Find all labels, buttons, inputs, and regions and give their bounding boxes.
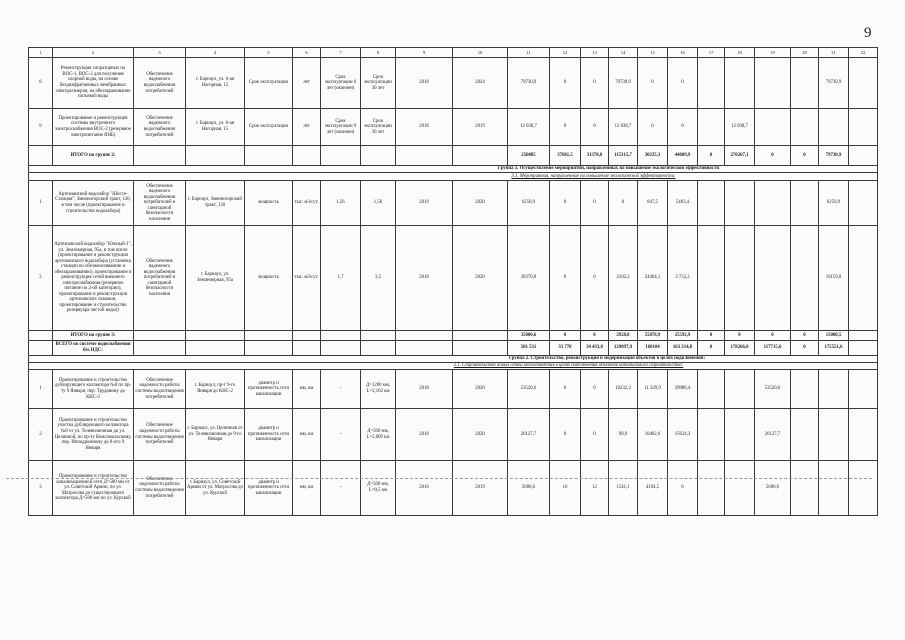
cost-col-13: 0 bbox=[581, 58, 609, 109]
column-number: 3 bbox=[134, 48, 186, 58]
cost-col-15: 0 bbox=[638, 109, 668, 146]
column-number: 15 bbox=[638, 48, 668, 58]
value-before: - bbox=[321, 370, 361, 409]
cost-col-13: 12 bbox=[581, 461, 609, 516]
start-year: 2018 bbox=[396, 109, 453, 146]
cost-col-16: 0 bbox=[668, 58, 698, 109]
cell-empty bbox=[725, 370, 755, 409]
end-year: 2020 bbox=[453, 226, 508, 331]
cost-col-19: 0 bbox=[755, 146, 791, 166]
project-name: Реконструкция хлораторных на ВОС-1, ВОС-2 для получения хлорной воды, на основе бездиафрагменных мембранных электролизеров, на обеззараживание питьевой воды bbox=[53, 58, 134, 109]
indicator-name: диаметр и протяженность сети канализации bbox=[245, 409, 293, 461]
cell-empty bbox=[698, 58, 725, 109]
cost-col-15: 0 bbox=[638, 58, 668, 109]
cost-col-14: 115315,7 bbox=[609, 146, 638, 166]
cell-empty bbox=[134, 146, 186, 166]
indicator-unit: мм, км bbox=[293, 370, 321, 409]
cost-col-20: 0 bbox=[791, 146, 819, 166]
total-label: ИТОГО по группе 2: bbox=[53, 146, 134, 166]
column-number: 17 bbox=[698, 48, 725, 58]
column-number: 11 bbox=[508, 48, 550, 58]
cell-empty bbox=[396, 341, 453, 356]
cell-empty bbox=[849, 109, 878, 146]
column-number: 18 bbox=[725, 48, 755, 58]
column-number: 22 bbox=[849, 48, 878, 58]
table-row bbox=[29, 226, 878, 331]
value-after: Д=1200 мм, L=2,162 км bbox=[361, 370, 396, 409]
value-before: Срок эксплуатации 6 лет (окончен) bbox=[321, 58, 361, 109]
cell-empty bbox=[819, 461, 849, 516]
cell-empty bbox=[791, 109, 819, 146]
cost-col-16: 0 bbox=[668, 109, 698, 146]
indicator-name: диаметр и протяженность сети канализации bbox=[245, 370, 293, 409]
column-number: 6 bbox=[293, 48, 321, 58]
column-number: 7 bbox=[321, 48, 361, 58]
cost-col-12: 0 bbox=[550, 109, 581, 146]
project-name: Проектирование и строительство участка дублирующего коллектора №8 от ул. Телевизионная до ул. Целинной, по пр-ту Комсомольскому, пер. Ипподромному до 8-ого 9 Января bbox=[53, 409, 134, 461]
cell-empty bbox=[245, 146, 293, 166]
indicator-name: мощность bbox=[245, 181, 293, 226]
cost-col-12: 0 bbox=[550, 370, 581, 409]
cell-empty bbox=[29, 146, 53, 166]
cost-col-12: 33 778 bbox=[550, 341, 581, 356]
cell-empty bbox=[819, 409, 849, 461]
project-address: г. Барнаул, ул. 6-ая Нагорная, 15 bbox=[186, 109, 245, 146]
start-year: 2018 bbox=[396, 409, 453, 461]
indicator-unit: лет bbox=[293, 109, 321, 146]
value-before: 1,7 bbox=[321, 226, 361, 331]
cost-col-19: 0 bbox=[755, 331, 791, 341]
indicator-unit: лет bbox=[293, 58, 321, 109]
cell-empty bbox=[819, 370, 849, 409]
total-label: ИТОГО по группе 3: bbox=[53, 331, 134, 341]
cell-empty bbox=[29, 341, 53, 356]
scan-artifact-line bbox=[6, 478, 872, 479]
table-row bbox=[29, 58, 878, 109]
cost-col-20: 0 bbox=[791, 331, 819, 341]
cost-col-14: 90,9 bbox=[609, 409, 638, 461]
cell-empty bbox=[755, 226, 791, 331]
indicator-name: Срок эксплуатации bbox=[245, 58, 293, 109]
column-number: 19 bbox=[755, 48, 791, 58]
cell-empty bbox=[698, 109, 725, 146]
cost-col-18: 0 bbox=[725, 331, 755, 341]
project-name: Проектирование и реконструкция системы внутреннего электроснабжения ВОС-2 (резервное электропитание ВНБ) bbox=[53, 109, 134, 146]
project-purpose: Обеспечение надежного водоснабжения потребителей bbox=[134, 58, 186, 109]
cell-empty bbox=[293, 146, 321, 166]
cost-col-18: 270267,1 bbox=[725, 146, 755, 166]
value-before: 1,56 bbox=[321, 181, 361, 226]
subgroup-3-1-title: 3.1. Мероприятия, направленные на повышение экологической эффективности: bbox=[29, 173, 878, 181]
cost-col-15: 160104 bbox=[638, 341, 668, 356]
cell-empty bbox=[849, 409, 878, 461]
indicator-name: диаметр и протяженность сети канализации bbox=[245, 461, 293, 516]
cell-empty bbox=[321, 341, 361, 356]
cost-col-21: 79730,9 bbox=[819, 146, 849, 166]
cell-empty bbox=[321, 146, 361, 166]
row-number: 2 bbox=[29, 226, 53, 331]
cost-col-19: 5686,6 bbox=[755, 461, 791, 516]
cell-empty bbox=[134, 341, 186, 356]
cost-col-12: 0 bbox=[550, 58, 581, 109]
cell-empty bbox=[849, 146, 878, 166]
total-cost: 35000,6 bbox=[508, 331, 550, 341]
project-address: г. Барнаул, пр-т 9-го Января до КНС-2 bbox=[186, 370, 245, 409]
row-number: 1 bbox=[29, 370, 53, 409]
cost-col-16: 39986,4 bbox=[668, 370, 698, 409]
project-address: г. Барнаул, ул. Землемерная, 95а bbox=[186, 226, 245, 331]
column-number: 16 bbox=[668, 48, 698, 58]
cost-col-14: 2102,2 bbox=[609, 226, 638, 331]
cell-empty bbox=[791, 409, 819, 461]
cost-col-15: 11 329,9 bbox=[638, 370, 668, 409]
column-number: 4 bbox=[186, 48, 245, 58]
cell-empty bbox=[245, 341, 293, 356]
total-cost: 5686,6 bbox=[508, 461, 550, 516]
total-cost: 26127,7 bbox=[508, 409, 550, 461]
group-total-row bbox=[29, 146, 878, 166]
cost-col-15: 30235,3 bbox=[638, 146, 668, 166]
cell-empty bbox=[849, 331, 878, 341]
cost-col-13: 31378,8 bbox=[581, 146, 609, 166]
cost-col-17: 0 bbox=[698, 341, 725, 356]
value-before: - bbox=[321, 461, 361, 516]
indicator-name: мощность bbox=[245, 226, 293, 331]
column-number: 14 bbox=[609, 48, 638, 58]
cell-empty bbox=[321, 331, 361, 341]
start-year: 2019 bbox=[396, 181, 453, 226]
cost-col-12: 0 bbox=[550, 331, 581, 341]
cell-empty bbox=[361, 331, 396, 341]
cell-empty bbox=[791, 181, 819, 226]
cost-col-13: 0 bbox=[581, 226, 609, 331]
row-number: 3 bbox=[29, 461, 53, 516]
cost-col-19: 117715,6 bbox=[755, 341, 791, 356]
subgroup-header-row bbox=[29, 173, 878, 181]
investment-program-table bbox=[28, 47, 878, 516]
row-number: 8 bbox=[29, 58, 53, 109]
cost-col-13: 0 bbox=[581, 181, 609, 226]
cost-col-15: 4194,5 bbox=[638, 461, 668, 516]
cell-empty bbox=[791, 370, 819, 409]
cell-empty bbox=[849, 341, 878, 356]
cost-col-13: 0 bbox=[581, 370, 609, 409]
cell-empty bbox=[361, 146, 396, 166]
subgroup-2-1-title: 2.1. Строительство новых сетей водоотведения в целях подключения объектов капитального строительства: bbox=[29, 363, 878, 370]
value-after: Д=500 мм, L=2,009 км bbox=[361, 409, 396, 461]
cell-empty bbox=[698, 181, 725, 226]
cell-empty bbox=[725, 58, 755, 109]
table-row bbox=[29, 181, 878, 226]
value-before: Срок эксплуатации 9 лет (окончен) bbox=[321, 109, 361, 146]
table-row bbox=[29, 370, 878, 409]
cost-col-20: 0 bbox=[791, 341, 819, 356]
cost-col-19: 53520,6 bbox=[755, 370, 791, 409]
total-cost: 30370,8 bbox=[508, 226, 550, 331]
project-name: Проектирование и строительство дублирующего коллектора №8 по пр-ту 9 Января, пер. Трудовому до КНС-2 bbox=[53, 370, 134, 409]
cost-col-14: 129097,9 bbox=[609, 341, 638, 356]
cell-empty bbox=[755, 109, 791, 146]
end-year: 2020 bbox=[453, 409, 508, 461]
page-number: 9 bbox=[864, 25, 872, 41]
cost-col-15: 10402,6 bbox=[638, 409, 668, 461]
cost-col-16: 44609,9 bbox=[668, 146, 698, 166]
cell-empty bbox=[698, 409, 725, 461]
cost-col-13: 34 433,8 bbox=[581, 341, 609, 356]
cell-empty bbox=[725, 181, 755, 226]
end-year: 2019 bbox=[453, 461, 508, 516]
cost-col-13: 0 bbox=[581, 409, 609, 461]
total-cost: 250085 bbox=[508, 146, 550, 166]
cost-col-16: 163 214,8 bbox=[668, 341, 698, 356]
cost-col-12: 0 bbox=[550, 409, 581, 461]
group-3-title: Группа 3. Осуществление мероприятий, направленных на повышение экологической эффективности bbox=[29, 166, 878, 173]
cell-empty bbox=[849, 226, 878, 331]
cost-col-21: 175551,6 bbox=[819, 341, 849, 356]
column-number: 9 bbox=[396, 48, 453, 58]
total-cost: 79730,9 bbox=[508, 58, 550, 109]
total-cost: 53520,6 bbox=[508, 370, 550, 409]
cell-empty bbox=[186, 341, 245, 356]
cell-empty bbox=[849, 461, 878, 516]
indicator-unit: мм, км bbox=[293, 461, 321, 516]
cell-empty bbox=[396, 146, 453, 166]
cell-empty bbox=[725, 461, 755, 516]
cell-empty bbox=[791, 461, 819, 516]
project-name: Артезианский водозабор "Шоссе-Станция", Змеиногорский тракт, 120, в том числе (проектирование и строительство водозабора) bbox=[53, 181, 134, 226]
cost-col-16: 25592,9 bbox=[668, 331, 698, 341]
table-row bbox=[29, 461, 878, 516]
indicator-unit: тыс. м3/сут. bbox=[293, 181, 321, 226]
cost-col-15: 847,5 bbox=[638, 181, 668, 226]
sewer-group-2-title: Группа 2. Строительство, реконструкция и модернизация объектов в целях подключения: bbox=[29, 356, 878, 363]
cell-empty bbox=[698, 461, 725, 516]
cell-empty bbox=[725, 226, 755, 331]
cost-col-16: 5403,4 bbox=[668, 181, 698, 226]
column-number: 21 bbox=[819, 48, 849, 58]
value-after: Д=500 мм, L=0,5 км bbox=[361, 461, 396, 516]
column-number: 12 bbox=[550, 48, 581, 58]
project-purpose: Обеспечение надежного водоснабжения потребителей и санитарной безопасности населения bbox=[134, 181, 186, 226]
value-after: 3,5 bbox=[361, 226, 396, 331]
value-before: - bbox=[321, 409, 361, 461]
end-year: 2024 bbox=[453, 58, 508, 109]
cost-col-14: 2928,8 bbox=[609, 331, 638, 341]
start-year: 2018 bbox=[396, 58, 453, 109]
cell-empty bbox=[453, 331, 508, 341]
end-year: 2020 bbox=[453, 370, 508, 409]
end-year: 2019 bbox=[453, 109, 508, 146]
cost-col-15: 24464,1 bbox=[638, 226, 668, 331]
cell-empty bbox=[849, 58, 878, 109]
project-purpose: Обеспечение надежного водоснабжения потребителей bbox=[134, 109, 186, 146]
cell-empty bbox=[849, 181, 878, 226]
row-number: 1 bbox=[29, 181, 53, 226]
total-cost: 6250,9 bbox=[508, 181, 550, 226]
cell-empty bbox=[819, 109, 849, 146]
cell-empty bbox=[186, 331, 245, 341]
cell-empty bbox=[698, 226, 725, 331]
cell-empty bbox=[293, 341, 321, 356]
row-number: 2 bbox=[29, 409, 53, 461]
cell-empty bbox=[361, 341, 396, 356]
cost-col-18: 178266,8 bbox=[725, 341, 755, 356]
grand-total-row bbox=[29, 341, 878, 356]
value-after: Срок эксплуатации 30 лет bbox=[361, 58, 396, 109]
column-number-row bbox=[29, 48, 878, 58]
end-year: 2020 bbox=[453, 181, 508, 226]
cell-empty bbox=[725, 409, 755, 461]
grand-total-label: ВСЕГО по системе водоснабжения без НДС: bbox=[53, 341, 134, 356]
start-year: 2016 bbox=[396, 461, 453, 516]
cell-empty bbox=[453, 341, 508, 356]
cost-col-15: 55878,9 bbox=[638, 331, 668, 341]
column-number: 13 bbox=[581, 48, 609, 58]
column-number: 5 bbox=[245, 48, 293, 58]
project-address: г. Барнаул, ул. Целинная от ул. Телевизионная до 9-го Января bbox=[186, 409, 245, 461]
column-number: 1 bbox=[29, 48, 53, 58]
group-header-row bbox=[29, 166, 878, 173]
start-year: 2018 bbox=[396, 370, 453, 409]
cost-col-21: 10159,8 bbox=[819, 226, 849, 331]
cost-col-14: 1541,1 bbox=[609, 461, 638, 516]
indicator-name: Срок эксплуатации bbox=[245, 109, 293, 146]
cost-col-16: 3 752,2 bbox=[668, 226, 698, 331]
table-row bbox=[29, 409, 878, 461]
cell-empty bbox=[849, 370, 878, 409]
cost-col-18: 12 038,7 bbox=[725, 109, 755, 146]
value-after: Срок эксплуатации 30 лет bbox=[361, 109, 396, 146]
start-year: 2018 bbox=[396, 226, 453, 331]
cost-col-12: 16 bbox=[550, 461, 581, 516]
cost-col-21: 15000,5 bbox=[819, 331, 849, 341]
subgroup-header-row bbox=[29, 363, 878, 370]
cost-col-17: 0 bbox=[698, 331, 725, 341]
cell-empty bbox=[755, 181, 791, 226]
row-number: 9 bbox=[29, 109, 53, 146]
group-header-row bbox=[29, 356, 878, 363]
total-cost: 501 531 bbox=[508, 341, 550, 356]
cost-col-12: 0 bbox=[550, 181, 581, 226]
cell-empty bbox=[755, 58, 791, 109]
cost-col-16: 15634,3 bbox=[668, 409, 698, 461]
cell-empty bbox=[293, 331, 321, 341]
cost-col-12: 37681,5 bbox=[550, 146, 581, 166]
cell-empty bbox=[396, 331, 453, 341]
project-address: г. Барнаул, ул. 6-ая Нагорная, 15 bbox=[186, 58, 245, 109]
cost-col-13: 0 bbox=[581, 331, 609, 341]
indicator-unit: мм, км bbox=[293, 409, 321, 461]
cost-col-21: 6250,9 bbox=[819, 181, 849, 226]
total-cost: 12 038,7 bbox=[508, 109, 550, 146]
value-after: 1,56 bbox=[361, 181, 396, 226]
project-address: г. Барнаул, ул. Советской Армии от ул. Матросова до ул. Курской bbox=[186, 461, 245, 516]
cost-col-16: 0 bbox=[668, 461, 698, 516]
cost-col-13: 0 bbox=[581, 109, 609, 146]
cell-empty bbox=[453, 146, 508, 166]
project-name: Артезианский водозабор "Южный-1", ул. Землемерная, 95а, в том числе (проектирование и реконструкция артезианского водозабора (установка станции по обезжелезиванию и обеззараживанию), проектирование и реконструкция сетей внешнего электроснабжения (резервное питание по 2-ой категории), проектирование и реконструкция артезианских скважин, проектирование и строительство резервуара чистой воды)) bbox=[53, 226, 134, 331]
cell-empty bbox=[134, 331, 186, 341]
cost-col-14: 12 038,7 bbox=[609, 109, 638, 146]
project-purpose: Обеспечение надежности работы системы водоотведения потребителей bbox=[134, 461, 186, 516]
project-purpose: Обеспечение надежного водоснабжения потребителей и санитарной безопасности населения bbox=[134, 226, 186, 331]
cell-empty bbox=[791, 226, 819, 331]
cost-col-17: 0 bbox=[698, 146, 725, 166]
project-address: г. Барнаул, Змеиногорский тракт, 120 bbox=[186, 181, 245, 226]
cell-empty bbox=[698, 370, 725, 409]
cell-empty bbox=[245, 331, 293, 341]
cell-empty bbox=[29, 331, 53, 341]
group-total-row bbox=[29, 331, 878, 341]
cost-col-14: 79730,9 bbox=[609, 58, 638, 109]
cell-empty bbox=[791, 58, 819, 109]
cost-col-12: 0 bbox=[550, 226, 581, 331]
cost-col-19: 26127,7 bbox=[755, 409, 791, 461]
cell-empty bbox=[186, 146, 245, 166]
column-number: 10 bbox=[453, 48, 508, 58]
project-purpose: Обеспечение надежности работы системы водоотведения потребителей bbox=[134, 370, 186, 409]
cost-col-21: 79730,9 bbox=[819, 58, 849, 109]
cost-col-14: 0 bbox=[609, 181, 638, 226]
project-name: Проектирование и строительство канализационной сети Д=500 мм от ул. Советской Армии, по ул. Матросова до существующего коллектора Д=500 мм по ул. Курской bbox=[53, 461, 134, 516]
column-number: 2 bbox=[53, 48, 134, 58]
project-purpose: Обеспечение надежности работы системы водоотведения потребителей bbox=[134, 409, 186, 461]
column-number: 8 bbox=[361, 48, 396, 58]
cost-col-14: 10232,3 bbox=[609, 370, 638, 409]
indicator-unit: тыс. м3/сут. bbox=[293, 226, 321, 331]
column-number: 20 bbox=[791, 48, 819, 58]
table-row bbox=[29, 109, 878, 146]
